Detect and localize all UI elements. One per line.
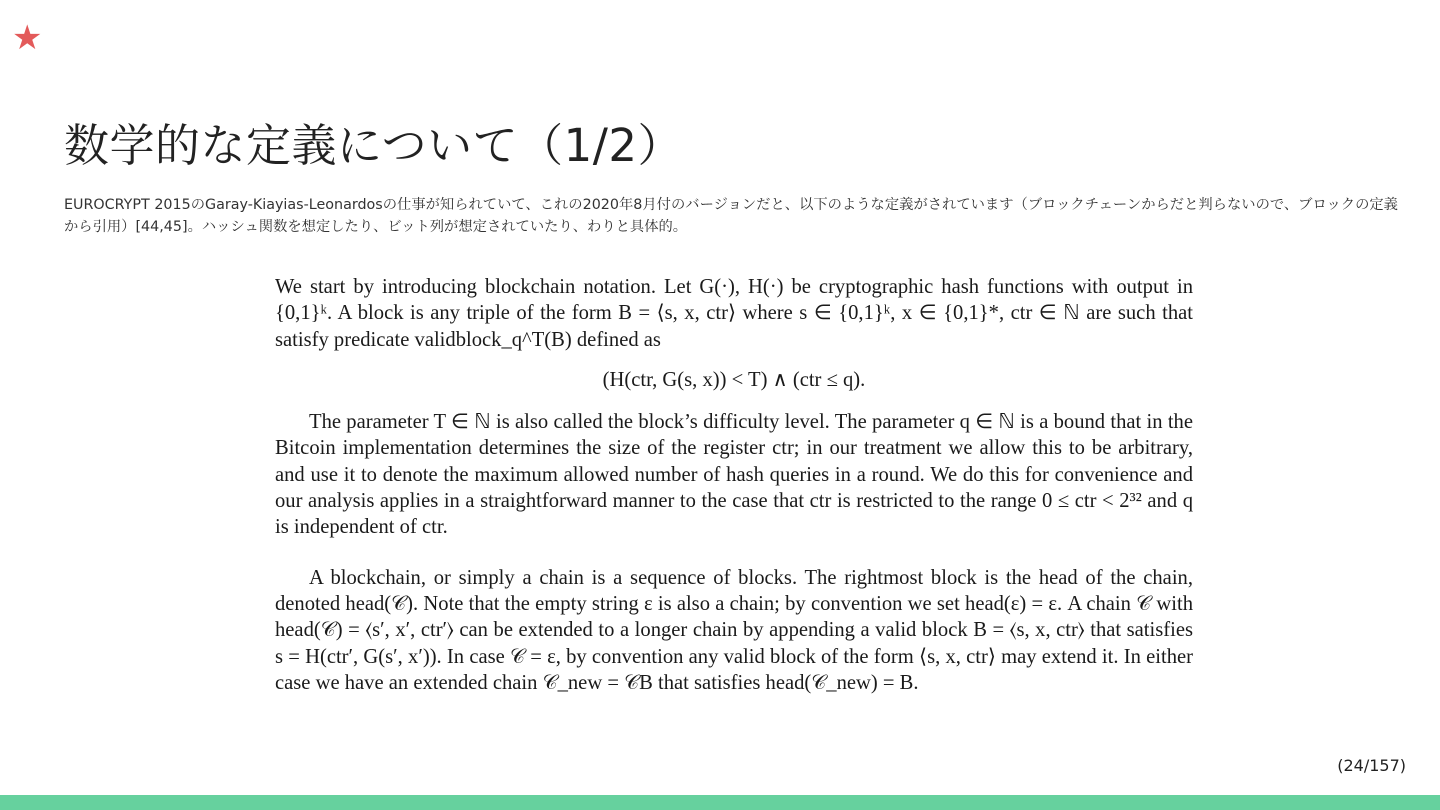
page-number: (24/157): [1337, 756, 1406, 775]
intro-text: EUROCRYPT 2015のGaray-Kiayias-Leonardosの仕事が知られていて、これの2020年8月付のバージョンだと、以下のような定義がされています（ブロックチェーンからだと判らないので、ブロックの定義から引用）[44,45]。ハッシュ関数を想定したり、ビット列が想定されていたり、わりと具体的。: [64, 197, 1398, 235]
star-icon: ★: [12, 18, 43, 58]
excerpt-paragraph-2: The parameter T ∈ ℕ is also called the block’s difficulty level. The parameter q ∈ ℕ is a bound that in the Bitcoin implementation determines the size of the register ctr; in our treatment we allow this to be arbitrary, and use it to denote the maximum allowed number of hash queries in a round. We do this for convenience and our analysis applies in a straightforward manner to the case that ctr is restricted to the range 0 ≤ ctr < 2³² and q is independent of ctr.: [275, 411, 1193, 539]
paper-excerpt: [275, 274, 1193, 696]
excerpt-equation: (H(ctr, G(s, x)) < T) ∧ (ctr ≤ q).: [602, 368, 866, 391]
excerpt-paragraph-3: A blockchain, or simply a chain is a sequence of blocks. The rightmost block is the head of the chain, denoted head(𝒞). Note that the empty string ε is also a chain; by convention we set head(ε) = ε. A chain 𝒞 with head(𝒞) = ⟨s′, x′, ctr′⟩ can be extended to a longer chain by appending a valid block B = ⟨s, x, ctr⟩ that satisfies s = H(ctr′, G(s′, x′)). In case 𝒞 = ε, by convention any valid block of the form ⟨s, x, ctr⟩ may extend it. In either case we have an extended chain 𝒞_new = 𝒞B that satisfies head(𝒞_new) = B.: [275, 566, 1193, 694]
bottom-accent-bar: [0, 795, 1440, 810]
page-title: 数学的な定義について（1/2）: [64, 119, 684, 173]
excerpt-paragraph-1: We start by introducing blockchain notation. Let G(·), H(·) be cryptographic hash functions with output in {0,1}ᵏ. A block is any triple of the form B = ⟨s, x, ctr⟩ where s ∈ {0,1}ᵏ, x ∈ {0,1}*, ctr ∈ ℕ are such that satisfy predicate validblock_q^T(B) defined as: [275, 276, 1193, 351]
